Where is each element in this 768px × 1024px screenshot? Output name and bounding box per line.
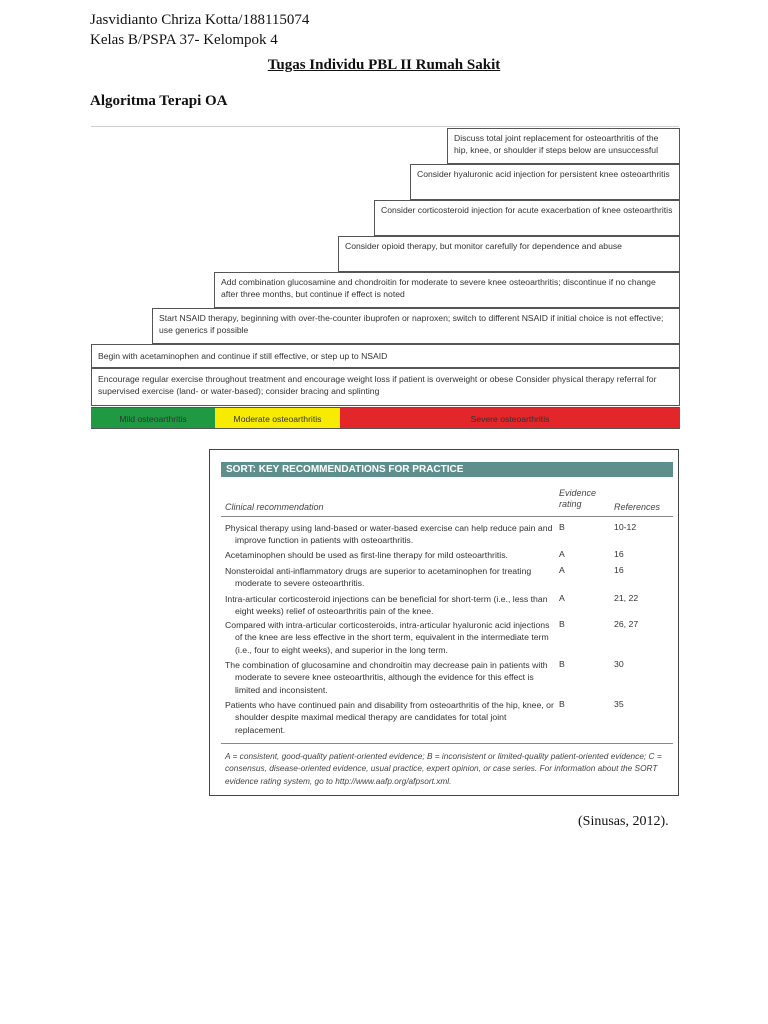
recommendation-text: Compared with intra-articular corticosteroids, intra-articular hyaluronic acid injections of the knee are less effective in the short term, equivalent in the intermediate term (i.e., four to eight weeks), and superior in the long term. <box>225 620 550 655</box>
evidence-rating: B <box>559 619 565 629</box>
references: 21, 22 <box>614 593 639 603</box>
evidence-rating: A <box>559 549 565 559</box>
table-row <box>225 565 555 590</box>
table-row <box>225 549 555 561</box>
class-line: Kelas B/PSPA 37- Kelompok 4 <box>90 32 278 48</box>
step-corticosteroid: Consider corticosteroid injection for acute exacerbation of knee osteoarthritis <box>374 200 680 236</box>
references: 35 <box>614 699 624 709</box>
column-header-rating: Evidence rating <box>559 488 597 509</box>
footnote-divider <box>221 743 673 744</box>
evidence-rating: B <box>559 659 565 669</box>
citation: (Sinusas, 2012). <box>578 814 669 829</box>
step-acetaminophen: Begin with acetaminophen and continue if still effective, or step up to NSAID <box>91 344 680 368</box>
step-exercise: Encourage regular exercise throughout treatment and encourage weight loss if patient is overweight or obese Consider physical therapy referral for supervised exercise (land- or water-based); consider bracing and splinting <box>91 368 680 406</box>
evidence-rating: A <box>559 565 565 575</box>
step-nsaid: Start NSAID therapy, beginning with over-the-counter ibuprofen or naproxen; switch to different NSAID if initial choice is not effective; use generics if possible <box>152 308 680 344</box>
table-row <box>225 699 555 736</box>
table-row <box>225 659 555 696</box>
evidence-rating: B <box>559 699 565 709</box>
diagram-top-divider <box>91 126 679 127</box>
evidence-rating: B <box>559 522 565 532</box>
step-opioid: Consider opioid therapy, but monitor carefully for dependence and abuse <box>338 236 680 272</box>
column-header-recommendation: Clinical recommendation <box>225 502 324 512</box>
recommendation-text: Patients who have continued pain and disability from osteoarthritis of the hip, knee, or shoulder despite maximal medical therapy are candidates for total joint replacement. <box>225 700 554 735</box>
step-joint-replacement: Discuss total joint replacement for osteoarthritis of the hip, knee, or shoulder if steps below are unsuccessful <box>447 128 680 164</box>
recommendation-text: Physical therapy using land-based or water-based exercise can help reduce pain and improve function in patients with osteoarthritis. <box>225 523 553 546</box>
severity-mild: Mild osteoarthritis <box>91 407 215 429</box>
sort-title-bar: SORT: KEY RECOMMENDATIONS FOR PRACTICE <box>221 462 673 477</box>
evidence-rating: A <box>559 593 565 603</box>
author-line: Jasvidianto Chriza Kotta/188115074 <box>90 12 310 28</box>
recommendation-text: Nonsteroidal anti-inflammatory drugs are superior to acetaminophen for treating moderate to severe osteoarthritis. <box>225 566 532 589</box>
header-divider <box>221 516 673 517</box>
step-glucosamine-chondroitin: Add combination glucosamine and chondroitin for moderate to severe knee osteoarthritis; discontinue if no change after three months, but continue if effect is noted <box>214 272 680 308</box>
table-row <box>225 619 555 656</box>
sort-footnote: A = consistent, good-quality patient-oriented evidence; B = inconsistent or limited-quality patient-oriented evidence; C = consensus, disease-oriented evidence, usual practice, expert opinion, or case series. For information about the SORT evidence rating system, go to http://www.aafp.org/afpsort.xml. <box>225 751 662 786</box>
table-row <box>225 593 555 618</box>
references: 10-12 <box>614 522 637 532</box>
references: 16 <box>614 549 624 559</box>
table-row <box>225 522 555 547</box>
severity-moderate: Moderate osteoarthritis <box>215 407 340 429</box>
recommendation-text: The combination of glucosamine and chondroitin may decrease pain in patients with moderate to severe knee osteoarthritis, although the evidence for this effect is limited and inconsistent. <box>225 660 548 695</box>
sort-recommendations-box <box>209 449 679 796</box>
recommendation-text: Intra-articular corticosteroid injections can be beneficial for short-term (i.e., less than eight weeks) relief of osteoarthritis pain of the knee. <box>225 594 548 617</box>
document-title: Tugas Individu PBL II Rumah Sakit <box>267 57 501 73</box>
step-hyaluronic-acid: Consider hyaluronic acid injection for persistent knee osteoarthritis <box>410 164 680 200</box>
severity-severe: Severe osteoarthritis <box>340 407 680 429</box>
column-header-references: References <box>614 502 661 512</box>
references: 26, 27 <box>614 619 639 629</box>
references: 30 <box>614 659 624 669</box>
section-title: Algoritma Terapi OA <box>90 93 228 109</box>
oa-therapy-algorithm-diagram <box>91 126 680 432</box>
references: 16 <box>614 565 624 575</box>
recommendation-text: Acetaminophen should be used as first-line therapy for mild osteoarthritis. <box>225 550 508 560</box>
